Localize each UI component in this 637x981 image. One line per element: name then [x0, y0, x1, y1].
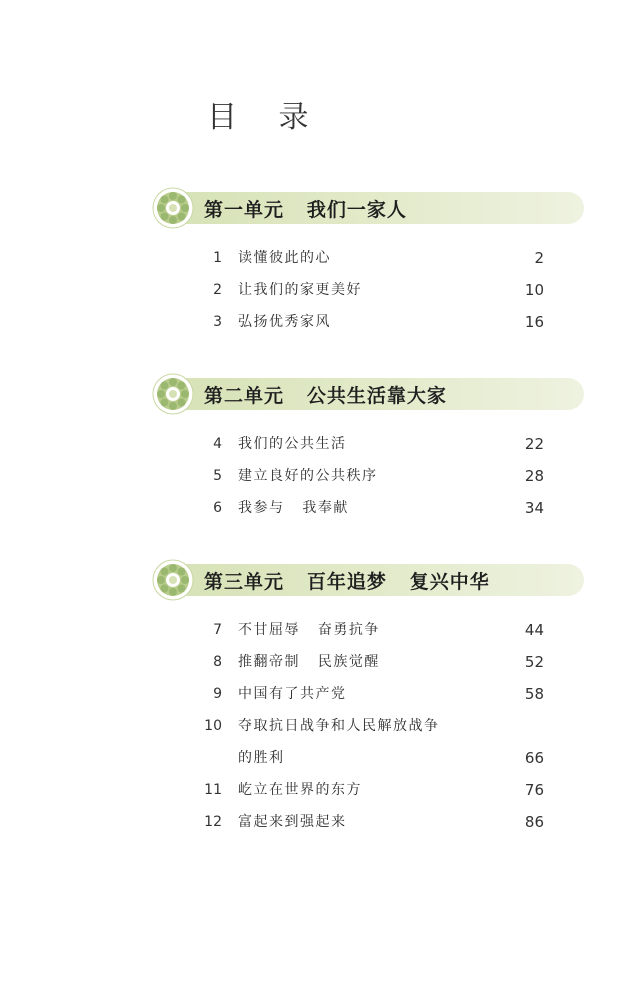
- lesson-title: 我们的公共生活: [238, 436, 347, 452]
- lesson-title: 的胜利: [238, 750, 285, 766]
- lesson-page: 76: [524, 781, 544, 799]
- lesson-number: 2: [213, 282, 222, 298]
- lesson-title: 读懂彼此的心: [238, 250, 331, 266]
- unit-section-2: [152, 373, 584, 524]
- unit-title: 第二单元 公共生活靠大家: [204, 385, 447, 407]
- lesson-number: 4: [213, 436, 222, 452]
- lesson-title: 屹立在世界的东方: [238, 782, 362, 798]
- lesson-page: 22: [524, 435, 544, 453]
- flower-emblem-icon: [152, 373, 194, 415]
- lesson-page: 16: [524, 313, 544, 331]
- lesson-item[interactable]: [152, 306, 584, 338]
- lesson-item[interactable]: [152, 242, 584, 274]
- lesson-title: 夺取抗日战争和人民解放战争: [238, 718, 440, 734]
- lesson-number: 10: [204, 718, 222, 734]
- flower-emblem-icon: [152, 559, 194, 601]
- lesson-item[interactable]: [152, 806, 584, 838]
- lesson-item[interactable]: [152, 428, 584, 460]
- lesson-title: 中国有了共产党: [238, 686, 347, 702]
- lesson-page: 86: [524, 813, 544, 831]
- lesson-number: 12: [204, 814, 222, 830]
- lesson-page: 44: [524, 621, 544, 639]
- lesson-title: 富起来到强起来: [238, 814, 347, 830]
- lesson-title: 推翻帝制 民族觉醒: [238, 654, 380, 670]
- lesson-title: 让我们的家更美好: [238, 282, 362, 298]
- lesson-number: 6: [213, 500, 222, 516]
- unit-section-1: [152, 187, 584, 338]
- lesson-item[interactable]: [152, 460, 584, 492]
- lesson-item[interactable]: [152, 492, 584, 524]
- lesson-number: 11: [204, 782, 222, 798]
- lesson-page: 58: [524, 685, 544, 703]
- page-title: 目 录: [207, 100, 325, 135]
- lesson-page: 10: [524, 281, 544, 299]
- lesson-list: [152, 428, 584, 524]
- lesson-page: 28: [524, 467, 544, 485]
- lesson-number: 7: [213, 622, 222, 638]
- lesson-page: 34: [524, 499, 544, 517]
- lesson-item[interactable]: [152, 710, 584, 742]
- lesson-title: 我参与 我奉献: [238, 500, 349, 516]
- lesson-list: [152, 614, 584, 838]
- lesson-item[interactable]: [152, 614, 584, 646]
- lesson-number: 5: [213, 468, 222, 484]
- unit-banner: [152, 559, 584, 601]
- lesson-page: 66: [524, 749, 544, 767]
- unit-title: 第一单元 我们一家人: [204, 199, 407, 221]
- lesson-number: 8: [213, 654, 222, 670]
- lesson-item[interactable]: [152, 646, 584, 678]
- lesson-item[interactable]: [152, 678, 584, 710]
- lesson-item[interactable]: [152, 774, 584, 806]
- lesson-page: 2: [534, 249, 544, 267]
- lesson-page: 52: [524, 653, 544, 671]
- unit-banner: [152, 373, 584, 415]
- lesson-item[interactable]: [152, 274, 584, 306]
- unit-banner: [152, 187, 584, 229]
- unit-title: 第三单元 百年追梦 复兴中华: [204, 571, 490, 593]
- flower-emblem-icon: [152, 187, 194, 229]
- lesson-title: 弘扬优秀家风: [238, 314, 331, 330]
- lesson-number: 1: [213, 250, 222, 266]
- lesson-title: 建立良好的公共秩序: [238, 468, 378, 484]
- lesson-number: 9: [213, 686, 222, 702]
- unit-section-3: [152, 559, 584, 838]
- lesson-title: 不甘屈辱 奋勇抗争: [238, 622, 380, 638]
- lesson-list: [152, 242, 584, 338]
- lesson-item-continued[interactable]: [152, 742, 584, 774]
- lesson-number: 3: [213, 314, 222, 330]
